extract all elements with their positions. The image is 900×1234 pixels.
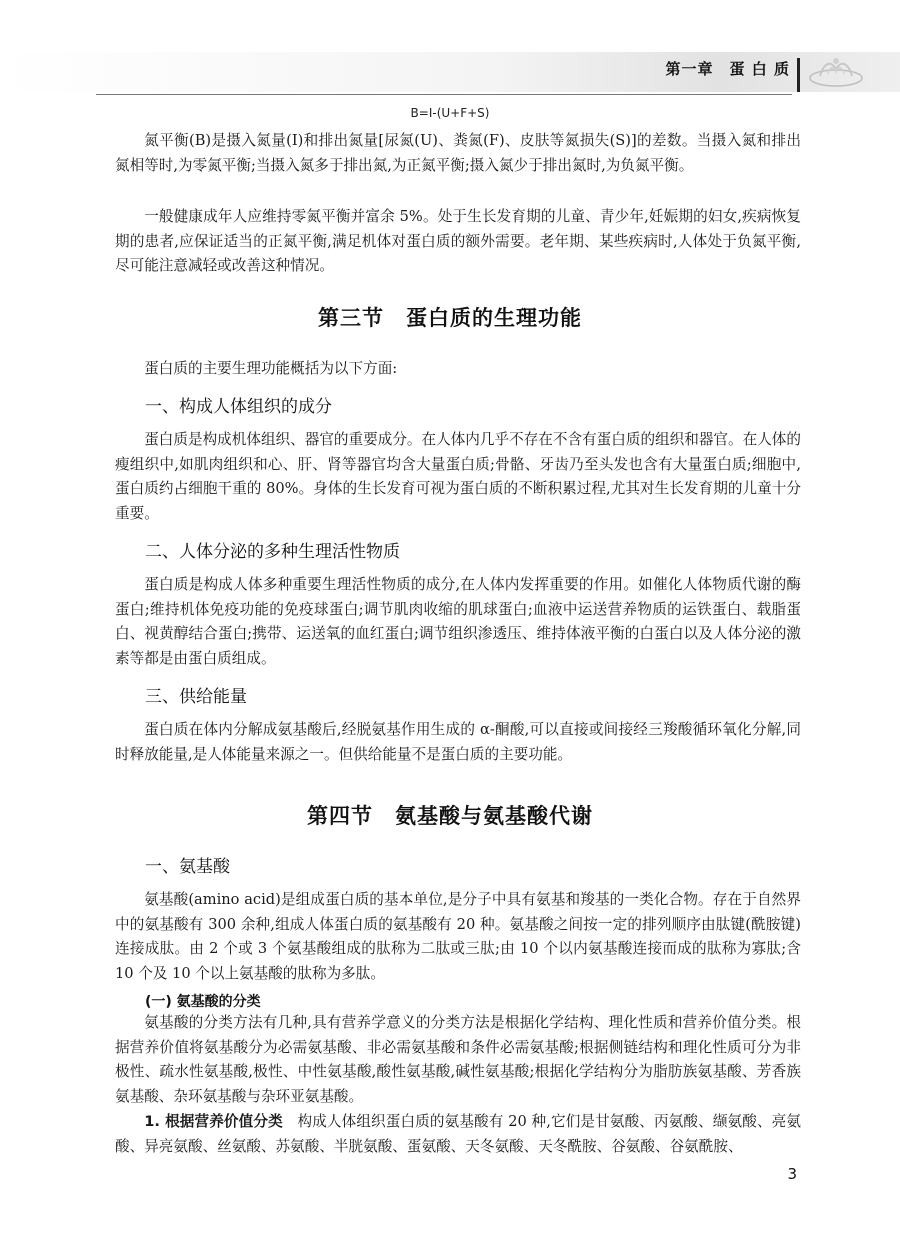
paragraph-nitrogen-balance: 氮平衡(B)是摄入氮量(I)和排出氮量[尿氮(U)、粪氮(F)、皮肤等氮损失(S)]的差数。当摄入氮和排出氮相等时,为零氮平衡;当摄入氮多于排出氮,为正氮平衡;摄入氮少于排出氮时,为负氮平衡。 — [115, 132, 801, 174]
paragraph-functions-intro: 蛋白质的主要生理功能概括为以下方面: — [144, 360, 398, 377]
subhead-amino-acids: 一、氨基酸 — [145, 857, 230, 877]
section-title-3: 第三节 蛋白质的生理功能 — [318, 306, 582, 330]
header-rule — [96, 94, 792, 95]
paragraph-energy-supply: 蛋白质在体内分解成氨基酸后,经脱氨基作用生成的 α-酮酸,可以直接或间接经三羧酸循环氧化分解,同时释放能量,是人体能量来源之一。但供给能量不是蛋白质的主要功能。 — [115, 721, 801, 763]
section-title-4: 第四节 氨基酸与氨基酸代谢 — [307, 804, 593, 828]
subhead-energy-supply: 三、供给能量 — [145, 687, 247, 707]
page-number: 3 — [787, 1165, 797, 1183]
chapter-title: 第一章 蛋 白 质 — [665, 60, 790, 78]
book-logo-icon — [806, 52, 872, 92]
paragraph-nutritional-classification — [115, 1110, 801, 1159]
paragraph-active-substances: 蛋白质是构成人体多种重要生理活性物质的成分,在人体内发挥重要的作用。如催化人体物质代谢的酶蛋白;维持机体免疫功能的免疫球蛋白;调节肌肉收缩的肌球蛋白;血液中运送营养物质的运铁蛋白、载脂蛋白、视黄醇结合蛋白;携带、运送氧的血红蛋白;调节组织渗透压、维持体液平衡的白蛋白以及人体分泌的激素等都是由蛋白质组成。 — [115, 576, 801, 667]
paragraph-balance-guidance: 一般健康成年人应维持零氮平衡并富余 5%。处于生长发育期的儿童、青少年,妊娠期的妇女,疾病恢复期的患者,应保证适当的正氮平衡,满足机体对蛋白质的额外需要。老年期、某些疾病时,人体处于负氮平衡,尽可能注意减轻或改善这种情况。 — [115, 208, 801, 274]
paragraph-tissue-components: 蛋白质是构成机体组织、器官的重要成分。在人体内几乎不存在不含有蛋白质的组织和器官。在人体的瘦组织中,如肌肉组织和心、肝、肾等器官均含大量蛋白质;骨骼、牙齿乃至头发也含有大量蛋白质;细胞中,蛋白质约占细胞干重的 80%。身体的生长发育可视为蛋白质的不断积累过程,尤其对生长发育期的儿童十分重要。 — [115, 431, 801, 522]
paragraph-classification-methods: 氨基酸的分类方法有几种,具有营养学意义的分类方法是根据化学结构、理化性质和营养价值分类。根据营养价值将氨基酸分为必需氨基酸、非必需氨基酸和条件必需氨基酸;根据侧链结构和理化性质可分为非极性、疏水性氨基酸,极性、中性氨基酸,酸性氨基酸,碱性氨基酸;根据化学结构分为脂肪族氨基酸、芳香族氨基酸、杂环氨基酸与杂环亚氨基酸。 — [115, 1014, 801, 1105]
header-divider — [797, 58, 800, 92]
subhead-active-substances: 二、人体分泌的多种生理活性物质 — [145, 542, 400, 562]
paragraph-amino-acid-definition: 氨基酸(amino acid)是组成蛋白质的基本单位,是分子中具有氨基和羧基的一类化合物。存在于自然界中的氨基酸有 300 余种,组成人体蛋白质的氨基酸有 20 种。氨基酸之间按一定的排列顺序由肽键(酰胺键)连接成肽。由 2 个或 3 个氨基酸组成的肽称为二肽或三肽;由 10 个以内氨基酸连接而成的肽称为寡肽;含 10 个及 10 个以上氨基酸的肽称为多肽。 — [115, 891, 801, 982]
subhead-amino-acid-classification: (一) 氨基酸的分类 — [145, 994, 261, 1010]
paragraph-body: 构成人体组织蛋白质的氨基酸有 20 种,它们是甘氨酸、丙氨酸、缬氨酸、亮氨酸、异亮氨酸、丝氨酸、苏氨酸、半胱氨酸、蛋氨酸、天冬氨酸、天冬酰胺、谷氨酸、谷氨酰胺、 — [115, 1113, 801, 1155]
subhead-tissue-components: 一、构成人体组织的成分 — [145, 397, 332, 417]
inline-heading: 1. 根据营养价值分类 — [144, 1113, 283, 1130]
nitrogen-balance-formula: B=I-(U+F+S) — [410, 106, 490, 120]
